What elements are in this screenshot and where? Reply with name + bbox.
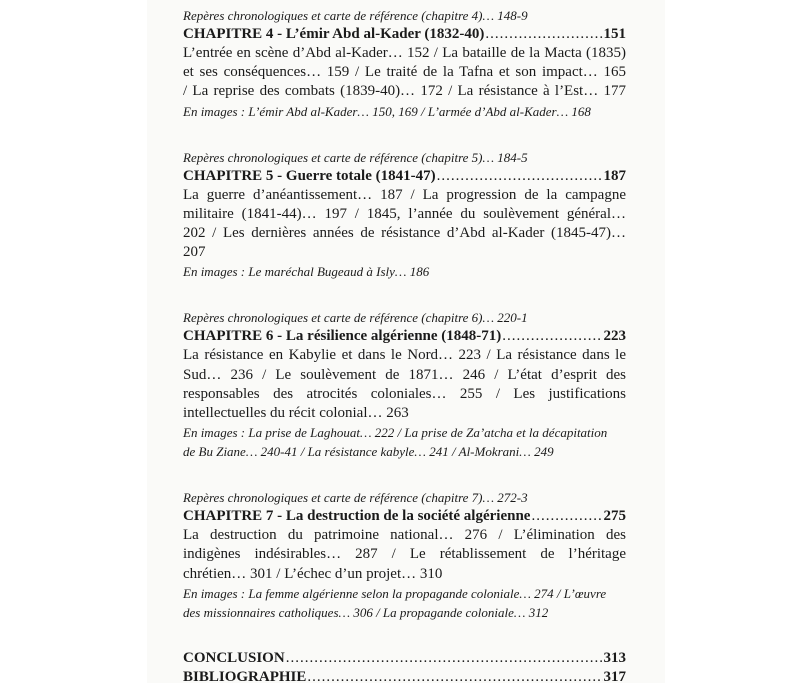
chapter-6-line: Sud… 236 / Le soulèvement de 1871… 246 / L’état d’esprit des — [183, 366, 626, 383]
chapter-5-section — [183, 148, 626, 282]
dot-leader — [286, 649, 603, 668]
chapter-4-page: 151 — [603, 26, 626, 42]
chapter-6-heading — [183, 327, 626, 346]
chapter-5-images: En images : Le maréchal Bugeaud à Isly… 186 — [183, 264, 430, 280]
chapter-7-line: indigènes indésirables… 287 / Le rétablissement de l’héritage — [183, 546, 626, 563]
chapter-7-reference: Repères chronologiques et carte de référence (chapitre 7)… 272-3 — [183, 490, 528, 506]
dot-leader — [531, 507, 602, 526]
dot-leader — [502, 327, 602, 346]
chapter-6-section — [183, 308, 626, 461]
final-entries — [183, 649, 626, 687]
chapter-5-line: militaire (1841-44)… 197 / 1845, l’année du soulèvement général… — [183, 205, 626, 222]
chapter-6-line: responsables des atrocités coloniales… 255 / Les justifications — [183, 385, 626, 402]
chapter-5-reference: Repères chronologiques et carte de référence (chapitre 5)… 184-5 — [183, 149, 528, 165]
dot-leader — [485, 25, 602, 44]
chapter-6-line: La résistance en Kabylie et dans le Nord… 223 / La résistance dans le — [183, 347, 626, 364]
chapter-4-reference: Repères chronologiques et carte de référence (chapitre 4)… 148-9 — [183, 8, 528, 23]
chapter-4-heading — [183, 25, 626, 44]
chapter-7-section — [183, 488, 626, 622]
chapter-5-line: 207 — [183, 244, 206, 261]
chapter-4-line: L’entrée en scène d’Abd al-Kader… 152 / La bataille de la Macta (1835) — [183, 45, 626, 61]
chapter-4-title: CHAPITRE 4 - L’émir Abd al-Kader (1832-40) — [183, 26, 485, 42]
chapter-4-images: En images : L’émir Abd al-Kader… 150, 169 / L’armée d’Abd al-Kader… 168 — [183, 103, 591, 119]
chapter-6-reference: Repères chronologiques et carte de référence (chapitre 6)… 220-1 — [183, 310, 528, 326]
dot-leader — [307, 668, 602, 687]
chapter-5-page: 187 — [603, 167, 626, 184]
conclusion-title: CONCLUSION — [183, 649, 285, 666]
chapter-4-section — [183, 6, 626, 121]
chapter-7-title: CHAPITRE 7 - La destruction de la société algérienne — [183, 508, 531, 525]
chapter-5-heading — [183, 167, 626, 186]
chapter-7-images: des missionnaires catholiques… 306 / La propagande coloniale… 312 — [183, 604, 549, 620]
chapter-4-line: / La reprise des combats (1839-40)… 172 / La résistance à l’Est… 177 — [183, 83, 626, 100]
chapter-7-page: 275 — [603, 508, 626, 525]
bibliography-entry — [183, 668, 626, 687]
chapter-6-title: CHAPITRE 6 - La résilience algérienne (1848-71) — [183, 328, 502, 345]
bibliography-page: 317 — [603, 668, 626, 685]
conclusion-page: 313 — [603, 649, 626, 666]
chapter-7-heading — [183, 507, 626, 526]
chapter-5-line: 202 / Les dernières années de résistance d’Abd al-Kader (1845-47)… — [183, 225, 626, 242]
chapter-7-line: La destruction du patrimoine national… 276 / L’élimination des — [183, 527, 626, 544]
chapter-7-images: En images : La femme algérienne selon la propagande coloniale… 274 / L’œuvre — [183, 585, 607, 601]
chapter-7-line: chrétien… 301 / L’échec d’un projet… 310 — [183, 565, 443, 582]
chapter-6-line: intellectuelles du récit colonial… 263 — [183, 405, 409, 422]
chapter-6-images: de Bu Ziane… 240-41 / La résistance kabyle… 241 / Al-Mokrani… 249 — [183, 444, 554, 460]
table-of-contents — [183, 6, 626, 687]
chapter-5-line: La guerre d’anéantissement… 187 / La progression de la campagne — [183, 186, 626, 203]
chapter-4-line: et ses conséquences… 159 / Le traité de la Tafna et son impact… 165 — [183, 64, 626, 81]
conclusion-entry — [183, 649, 626, 668]
dot-leader — [437, 167, 603, 186]
chapter-6-page: 223 — [603, 328, 626, 345]
bibliography-title: BIBLIOGRAPHIE — [183, 668, 307, 685]
chapter-6-images: En images : La prise de Laghouat… 222 / La prise de Za’atcha et la décapitation — [183, 425, 608, 441]
chapter-5-title: CHAPITRE 5 - Guerre totale (1841-47) — [183, 167, 436, 184]
